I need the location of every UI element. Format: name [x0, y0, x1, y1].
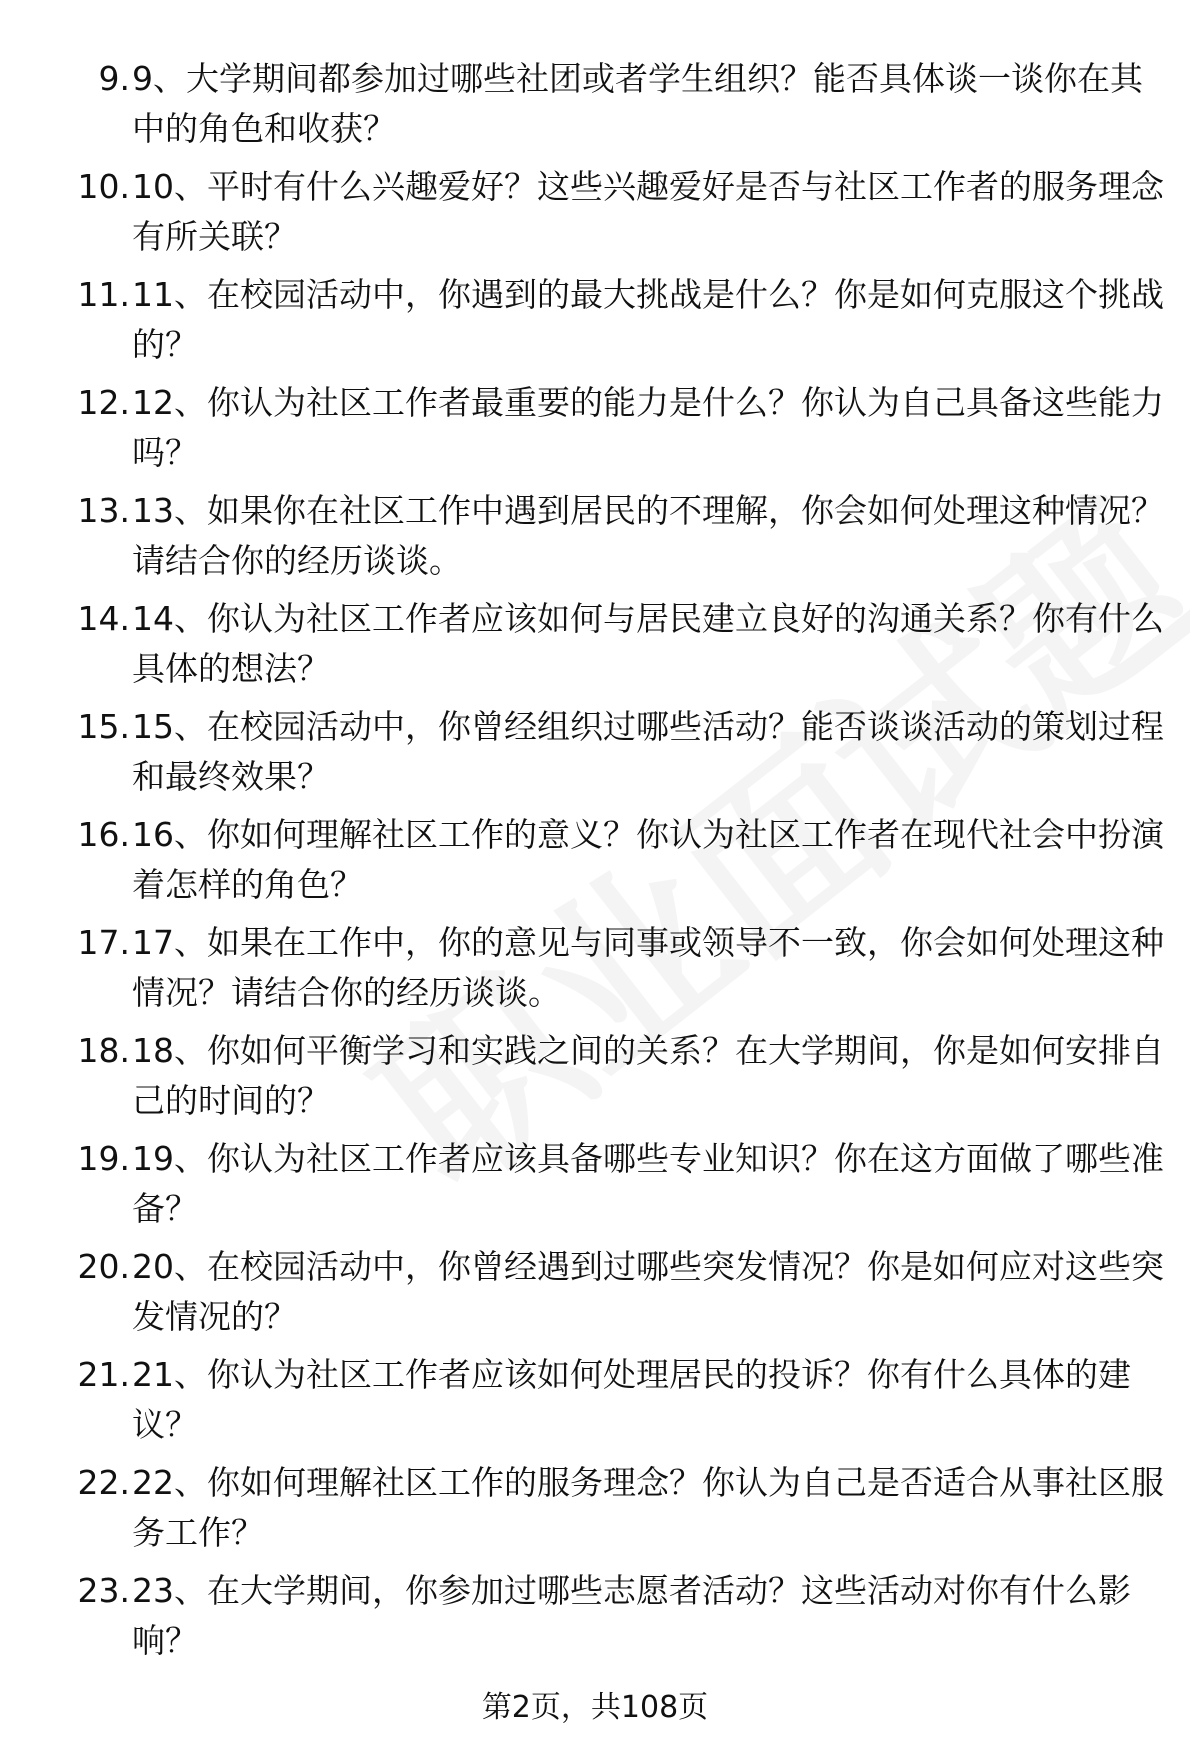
question-number: 16. [77, 815, 130, 854]
list-item [0, 54, 1190, 162]
page-footer: 第2页，共108页 [481, 1690, 709, 1725]
question-text: 20、在校园活动中，你曾经遇到过哪些突发情况？你是如何应对这些突发情况的？ [132, 1247, 1164, 1336]
question-text: 10、平时有什么兴趣爱好？这些兴趣爱好是否与社区工作者的服务理念有所关联？ [132, 167, 1164, 256]
question-number: 19. [77, 1139, 130, 1178]
question-number: 13. [77, 491, 130, 530]
question-number: 11. [77, 275, 130, 314]
list-item [0, 1134, 1190, 1242]
question-text: 19、你认为社区工作者应该具备哪些专业知识？你在这方面做了哪些准备？ [132, 1139, 1164, 1228]
list-item [0, 486, 1190, 594]
question-number: 9. [98, 59, 130, 98]
question-number: 14. [77, 599, 130, 638]
question-number: 10. [77, 167, 130, 206]
question-number: 20. [77, 1247, 130, 1286]
question-text: 16、你如何理解社区工作的意义？你认为社区工作者在现代社会中扮演着怎样的角色？ [132, 815, 1164, 904]
question-text: 18、你如何平衡学习和实践之间的关系？在大学期间，你是如何安排自己的时间的？ [132, 1031, 1164, 1120]
list-item [0, 918, 1190, 1026]
question-text: 23、在大学期间，你参加过哪些志愿者活动？这些活动对你有什么影响？ [132, 1571, 1131, 1660]
list-item [0, 378, 1190, 486]
list-item [0, 594, 1190, 702]
question-text: 12、你认为社区工作者最重要的能力是什么？你认为自己具备这些能力吗？ [132, 383, 1164, 472]
question-number: 22. [77, 1463, 130, 1502]
question-number: 15. [77, 707, 130, 746]
question-text: 15、在校园活动中，你曾经组织过哪些活动？能否谈谈活动的策划过程和最终效果？ [132, 707, 1164, 796]
question-number: 21. [77, 1355, 130, 1394]
question-number: 23. [77, 1571, 130, 1610]
question-text: 11、在校园活动中，你遇到的最大挑战是什么？你是如何克服这个挑战的？ [132, 275, 1164, 364]
list-item [0, 162, 1190, 270]
list-item [0, 810, 1190, 918]
question-text: 14、你认为社区工作者应该如何与居民建立良好的沟通关系？你有什么具体的想法？ [132, 599, 1164, 688]
list-item [0, 1350, 1190, 1458]
question-number: 12. [77, 383, 130, 422]
list-item [0, 702, 1190, 810]
list-item [0, 1458, 1190, 1566]
list-item [0, 1566, 1190, 1674]
list-item [0, 1026, 1190, 1134]
question-list [0, 54, 1190, 1674]
question-number: 18. [77, 1031, 130, 1070]
question-text: 22、你如何理解社区工作的服务理念？你认为自己是否适合从事社区服务工作？ [132, 1463, 1164, 1552]
question-number: 17. [77, 923, 130, 962]
question-text: 9、大学期间都参加过哪些社团或者学生组织？能否具体谈一谈你在其中的角色和收获？ [132, 59, 1143, 148]
question-text: 13、如果你在社区工作中遇到居民的不理解，你会如何处理这种情况？请结合你的经历谈谈。 [132, 491, 1164, 580]
list-item [0, 1242, 1190, 1350]
question-text: 17、如果在工作中，你的意见与同事或领导不一致，你会如何处理这种情况？请结合你的经历谈谈。 [132, 923, 1164, 1012]
list-item [0, 270, 1190, 378]
question-text: 21、你认为社区工作者应该如何处理居民的投诉？你有什么具体的建议？ [132, 1355, 1131, 1444]
